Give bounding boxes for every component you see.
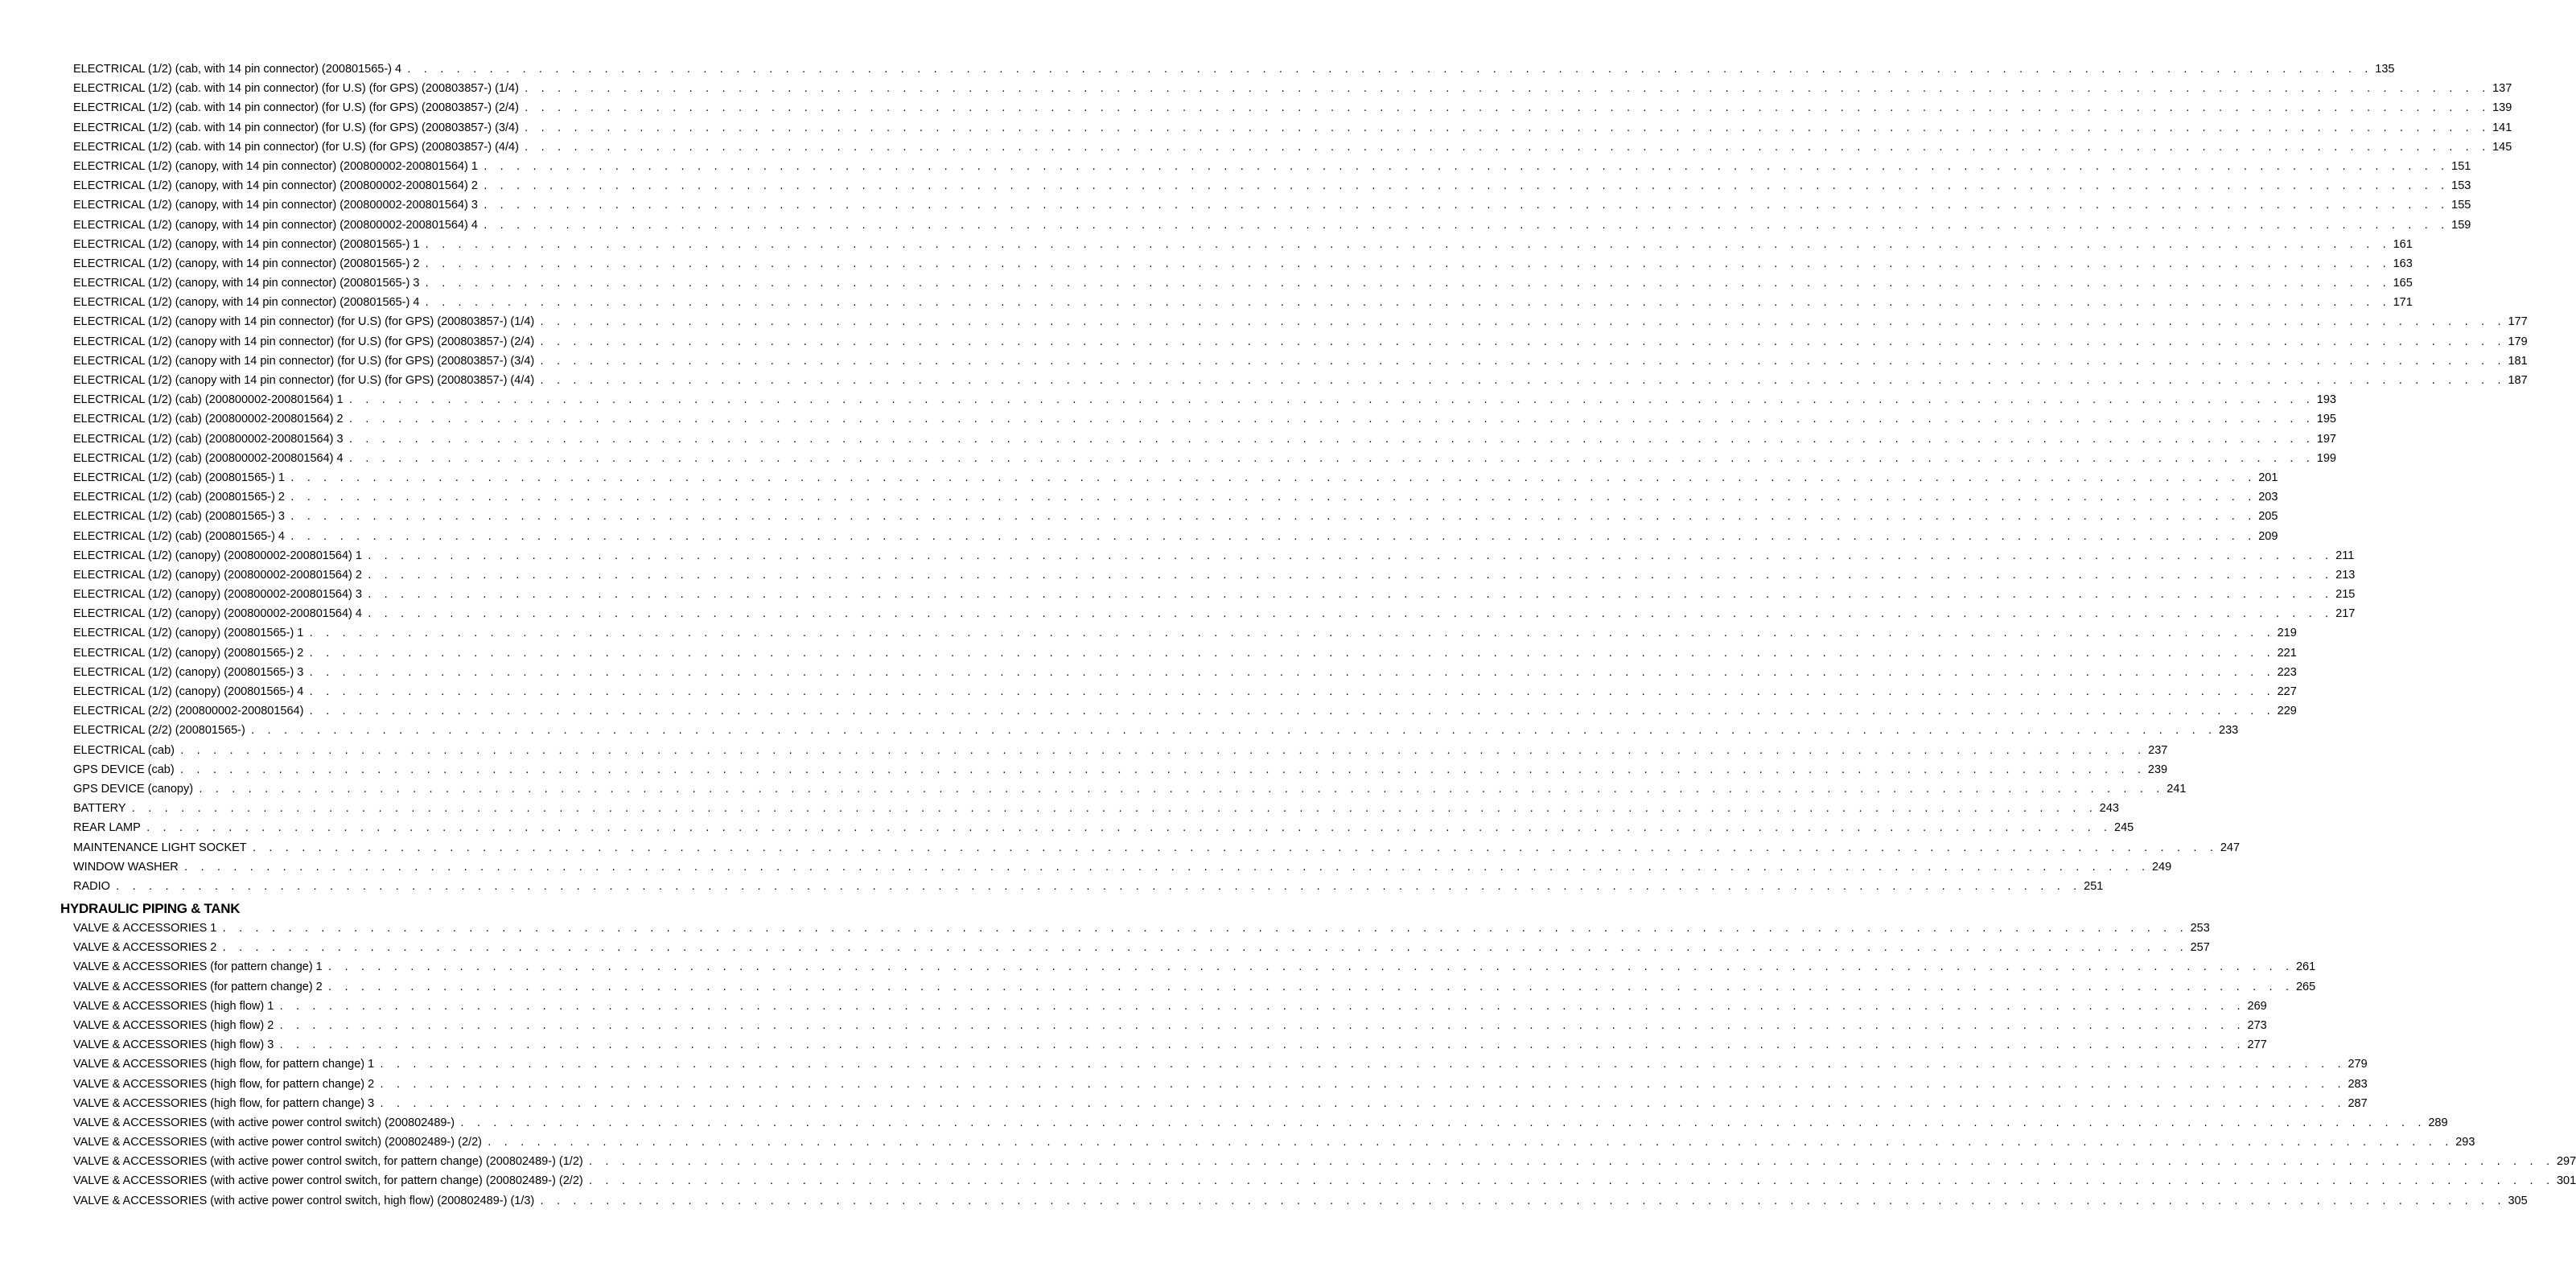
dot-leader: . . . . . . . . . . . . . . . . . . . . . . . . . . . . . . . . . . . . . . . . . . . . . . . . . . . . . . . . . . . . . . . . . . . . . . . . . . . . . . . . . . . . . . . . . . . . . . . . . . . . . . . . . . . . . . . . . . . . . . . . [482,161,2449,172]
toc-entry-title: VALVE & ACCESSORIES (with active power control switch, for pattern change) (200802489-) (2/2) [73,1174,583,1188]
toc-entry-title: ELECTRICAL (1/2) (canopy, with 14 pin connector) (200800002-200801564) 4 [73,218,478,232]
toc-entry-title: ELECTRICAL (1/2) (canopy) (200800002-200801564) 2 [73,568,362,582]
toc-entry-title: BATTERY [73,802,126,816]
toc-entry-title: MAINTENANCE LIGHT SOCKET [73,841,247,854]
toc-entry-page: 205 [2258,510,2278,524]
toc-entry[interactable] [73,216,2471,235]
toc-entry[interactable] [73,1113,2448,1133]
toc-entry-page: 229 [2277,705,2297,718]
toc-entry-title: ELECTRICAL (1/2) (canopy) (200801565-) 1 [73,627,304,640]
toc-entry-title: ELECTRICAL (1/2) (canopy with 14 pin connector) (for U.S) (for GPS) (200803857-) (4/4) [73,374,535,387]
toc-entry[interactable] [73,273,2413,293]
dot-leader: . . . . . . . . . . . . . . . . . . . . . . . . . . . . . . . . . . . . . . . . . . . . . . . . . . . . . . . . . . . . . . . . . . . . . . . . . . . . . . . . . . . . . . . . . . . . . . . . . . . . . . . . . . . . . . . . . . . . . . . . [424,258,2390,269]
toc-entry-page: 265 [2295,980,2316,993]
dot-leader: . . . . . . . . . . . . . . . . . . . . . . . . . . . . . . . . . . . . . . . . . . . . . . . . . . . . . . . . . . . . . . . . . . . . . . . . . . . . . . . . . . . . . . . . . . . . . . . . . . . . . . . . . . . . . . . . . . . . . . . . [482,200,2449,212]
dot-leader: . . . . . . . . . . . . . . . . . . . . . . . . . . . . . . . . . . . . . . . . . . . . . . . . . . . . . . . . . . . . . . . . . . . . . . . . . . . . . . . . . . . . . . . . . . . . . . . . . . . . . . . . . . . . . . . . . . . . . . . . [348,453,2314,464]
dot-leader: . . . . . . . . . . . . . . . . . . . . . . . . . . . . . . . . . . . . . . . . . . . . . . . . . . . . . . . . . . . . . . . . . . . . . . . . . . . . . . . . . . . . . . . . . . . . . . . . . . . . . . . . . . . . . . . . . . . . . . . . [249,726,2216,737]
toc-entry-page: 197 [2316,432,2336,446]
toc-entry-page: 135 [2375,63,2395,76]
toc-entry-title: ELECTRICAL (1/2) (cab) (200800002-200801564) 2 [73,413,344,426]
toc-entry-page: 155 [2451,199,2471,212]
toc-entry[interactable] [73,98,2512,117]
toc-entry-title: ELECTRICAL (1/2) (cab) (200800002-200801564) 1 [73,393,344,407]
toc-entry-page: 209 [2258,529,2278,543]
toc-entry[interactable] [73,721,2239,740]
toc-entry-title: ELECTRICAL (1/2) (cab) (200801565-) 3 [73,510,285,524]
toc-entry-page: 163 [2393,257,2413,270]
toc-entry[interactable] [73,1055,2368,1074]
toc-entry-page: 187 [2508,374,2528,387]
toc-entry-page: 217 [2335,607,2356,621]
toc-entry-title: GPS DEVICE (canopy) [73,782,194,796]
toc-entry-title: ELECTRICAL (1/2) (canopy, with 14 pin connector) (200801565-) 2 [73,257,420,270]
toc-entry-page: 277 [2247,1038,2267,1052]
toc-entry-page: 287 [2348,1096,2368,1110]
dot-leader: . . . . . . . . . . . . . . . . . . . . . . . . . . . . . . . . . . . . . . . . . . . . . . . . . . . . . . . . . . . . . . . . . . . . . . . . . . . . . . . . . . . . . . . . . . . . . . . . . . . . . . . . . . . . . . . . . . . . . . . . [424,298,2390,309]
toc-entry-title: RADIO [73,879,110,893]
dot-leader: . . . . . . . . . . . . . . . . . . . . . . . . . . . . . . . . . . . . . . . . . . . . . . . . . . . . . . . . . . . . . . . . . . . . . . . . . . . . . . . . . . . . . . . . . . . . . . . . . . . . . . . . . . . . . . . . . . . . . . . . [366,569,2333,581]
toc-entry-title: VALVE & ACCESSORIES (high flow) 1 [73,999,274,1013]
toc-entry-page: 171 [2393,296,2413,310]
toc-entry-title: ELECTRICAL (1/2) (canopy, with 14 pin connector) (200800002-200801564) 3 [73,199,478,212]
toc-entry-title: ELECTRICAL (1/2) (canopy) (200800002-200801564) 1 [73,549,362,562]
toc-entry[interactable] [73,997,2267,1016]
toc-entry-page: 203 [2258,491,2278,504]
toc-entry-title: VALVE & ACCESSORIES (for pattern change) 1 [73,960,323,974]
toc-entry-title: VALVE & ACCESSORIES (with active power control switch, for pattern change) (200802489-) (1/2) [73,1155,583,1169]
toc-entry[interactable] [73,332,2528,352]
toc-entry[interactable] [73,1075,2368,1094]
toc-entry-title: WINDOW WASHER [73,860,179,874]
toc-entry-title: VALVE & ACCESSORIES 1 [73,922,217,935]
toc-entry-page: 243 [2099,802,2119,816]
toc-entry[interactable] [73,487,2278,507]
dot-leader: . . . . . . . . . . . . . . . . . . . . . . . . . . . . . . . . . . . . . . . . . . . . . . . . . . . . . . . . . . . . . . . . . . . . . . . . . . . . . . . . . . . . . . . . . . . . . . . . . . . . . . . . . . . . . . . . . . . . . . . . [308,706,2274,718]
toc-entry-title: ELECTRICAL (1/2) (cab. with 14 pin connector) (for U.S) (for GPS) (200803857-) (1/4) [73,82,519,96]
toc-entry[interactable] [73,79,2512,98]
dot-leader: . . . . . . . . . . . . . . . . . . . . . . . . . . . . . . . . . . . . . . . . . . . . . . . . . . . . . . . . . . . . . . . . . . . . . . . . . . . . . . . . . . . . . . . . . . . . . . . . . . . . . . . . . . . . . . . . . . . . . . . . [379,1059,2345,1071]
toc-entry-page: 215 [2335,588,2356,602]
dot-leader: . . . . . . . . . . . . . . . . . . . . . . . . . . . . . . . . . . . . . . . . . . . . . . . . . . . . . . . . . . . . . . . . . . . . . . . . . . . . . . . . . . . . . . . . . . . . . . . . . . . . . . . . . . . . . . . . . . . . . . . . [145,823,2112,834]
dot-leader: . . . . . . . . . . . . . . . . . . . . . . . . . . . . . . . . . . . . . . . . . . . . . . . . . . . . . . . . . . . . . . . . . . . . . . . . . . . . . . . . . . . . . . . . . . . . . . . . . . . . . . . . . . . . . . . . . . . . . . . . [183,861,2149,873]
toc-entry-title: ELECTRICAL (1/2) (cab) (200801565-) 2 [73,491,285,504]
toc-entry-page: 141 [2492,121,2512,134]
dot-leader: . . . . . . . . . . . . . . . . . . . . . . . . . . . . . . . . . . . . . . . . . . . . . . . . . . . . . . . . . . . . . . . . . . . . . . . . . . . . . . . . . . . . . . . . . . . . . . . . . . . . . . . . . . . . . . . . . . . . . . . . [482,220,2449,231]
toc-entry[interactable] [73,663,2297,682]
dot-leader: . . . . . . . . . . . . . . . . . . . . . . . . . . . . . . . . . . . . . . . . . . . . . . . . . . . . . . . . . . . . . . . . . . . . . . . . . . . . . . . . . . . . . . . . . . . . . . . . . . . . . . . . . . . . . . . . . . . . . . . . [486,1137,2453,1149]
toc-entry-page: 181 [2508,354,2528,368]
toc-entry-title: VALVE & ACCESSORIES 2 [73,941,217,955]
toc-entry-page: 227 [2277,685,2297,698]
dot-leader: . . . . . . . . . . . . . . . . . . . . . . . . . . . . . . . . . . . . . . . . . . . . . . . . . . . . . . . . . . . . . . . . . . . . . . . . . . . . . . . . . . . . . . . . . . . . . . . . . . . . . . . . . . . . . . . . . . . . . . . . [221,943,2187,954]
toc-entry-title: GPS DEVICE (cab) [73,763,175,776]
dot-leader: . . . . . . . . . . . . . . . . . . . . . . . . . . . . . . . . . . . . . . . . . . . . . . . . . . . . . . . . . . . . . . . . . . . . . . . . . . . . . . . . . . . . . . . . . . . . . . . . . . . . . . . . . . . . . . . . . . . . . . . . [130,804,2097,815]
toc-entry-page: 233 [2219,724,2239,738]
toc-entry[interactable] [73,293,2413,312]
toc-entry[interactable] [73,877,2104,896]
toc-entry[interactable] [73,312,2528,331]
toc-entry-page: 223 [2277,665,2297,679]
dot-leader: . . . . . . . . . . . . . . . . . . . . . . . . . . . . . . . . . . . . . . . . . . . . . . . . . . . . . . . . . . . . . . . . . . . . . . . . . . . . . . . . . . . . . . . . . . . . . . . . . . . . . . . . . . . . . . . . . . . . . . . . [308,687,2274,697]
toc-entry-page: 161 [2393,237,2413,251]
toc-entry-page: 283 [2348,1077,2368,1091]
toc-entry-page: 279 [2348,1058,2368,1071]
toc-entry-title: ELECTRICAL (1/2) (cab) (200801565-) 4 [73,529,285,543]
toc-entry-title: ELECTRICAL (1/2) (cab) (200800002-200801564) 4 [73,451,344,465]
toc-list-electrical [73,60,2528,896]
toc-entry-page: 151 [2451,159,2471,173]
toc-entry[interactable] [73,390,2336,409]
toc-entry-title: ELECTRICAL (1/2) (cab. with 14 pin connector) (for U.S) (for GPS) (200803857-) (4/4) [73,140,519,154]
dot-leader: . . . . . . . . . . . . . . . . . . . . . . . . . . . . . . . . . . . . . . . . . . . . . . . . . . . . . . . . . . . . . . . . . . . . . . . . . . . . . . . . . . . . . . . . . . . . . . . . . . . . . . . . . . . . . . . . . . . . . . . . [379,1079,2345,1090]
toc-entry-page: 297 [2556,1155,2576,1169]
toc-entry[interactable] [73,60,2395,79]
dot-leader: . . . . . . . . . . . . . . . . . . . . . . . . . . . . . . . . . . . . . . . . . . . . . . . . . . . . . . . . . . . . . . . . . . . . . . . . . . . . . . . . . . . . . . . . . . . . . . . . . . . . . . . . . . . . . . . . . . . . . . . . [221,923,2187,934]
dot-leader: . . . . . . . . . . . . . . . . . . . . . . . . . . . . . . . . . . . . . . . . . . . . . . . . . . . . . . . . . . . . . . . . . . . . . . . . . . . . . . . . . . . . . . . . . . . . . . . . . . . . . . . . . . . . . . . . . . . . . . . . [424,239,2390,250]
toc-entry-page: 237 [2148,743,2168,757]
toc-entry[interactable] [73,157,2471,176]
dot-leader: . . . . . . . . . . . . . . . . . . . . . . . . . . . . . . . . . . . . . . . . . . . . . . . . . . . . . . . . . . . . . . . . . . . . . . . . . . . . . . . . . . . . . . . . . . . . . . . . . . . . . . . . . . . . . . . . . . . . . . . . [379,1098,2345,1109]
toc-entry[interactable] [73,176,2471,195]
dot-leader: . . . . . . . . . . . . . . . . . . . . . . . . . . . . . . . . . . . . . . . . . . . . . . . . . . . . . . . . . . . . . . . . . . . . . . . . . . . . . . . . . . . . . . . . . . . . . . . . . . . . . . . . . . . . . . . . . . . . . . . . [348,434,2314,445]
toc-entry-title: ELECTRICAL (1/2) (canopy, with 14 pin connector) (200801565-) 1 [73,237,420,251]
toc-entry-page: 153 [2451,179,2471,193]
toc-entry-page: 305 [2508,1194,2528,1207]
dot-leader: . . . . . . . . . . . . . . . . . . . . . . . . . . . . . . . . . . . . . . . . . . . . . . . . . . . . . . . . . . . . . . . . . . . . . . . . . . . . . . . . . . . . . . . . . . . . . . . . . . . . . . . . . . . . . . . . . . . . . . . . [179,764,2145,775]
toc-entry-page: 139 [2492,101,2512,115]
toc-entry[interactable] [73,919,2210,938]
toc-entry[interactable] [73,1016,2267,1035]
toc-entry-title: VALVE & ACCESSORIES (high flow, for pattern change) 3 [73,1096,375,1110]
toc-entry[interactable] [73,1094,2368,1113]
dot-leader: . . . . . . . . . . . . . . . . . . . . . . . . . . . . . . . . . . . . . . . . . . . . . . . . . . . . . . . . . . . . . . . . . . . . . . . . . . . . . . . . . . . . . . . . . . . . . . . . . . . . . . . . . . . . . . . . . . . . . . . . [482,181,2449,192]
toc-entry-title: VALVE & ACCESSORIES (with active power control switch) (200802489-) [73,1116,455,1129]
dot-leader: . . . . . . . . . . . . . . . . . . . . . . . . . . . . . . . . . . . . . . . . . . . . . . . . . . . . . . . . . . . . . . . . . . . . . . . . . . . . . . . . . . . . . . . . . . . . . . . . . . . . . . . . . . . . . . . . . . . . . . . . [308,667,2274,678]
dot-leader: . . . . . . . . . . . . . . . . . . . . . . . . . . . . . . . . . . . . . . . . . . . . . . . . . . . . . . . . . . . . . . . . . . . . . . . . . . . . . . . . . . . . . . . . . . . . . . . . . . . . . . . . . . . . . . . . . . . . . . . . [290,531,2256,542]
toc-entry[interactable] [73,138,2512,157]
toc-entry-title: ELECTRICAL (1/2) (canopy) (200800002-200801564) 3 [73,588,362,602]
dot-leader: . . . . . . . . . . . . . . . . . . . . . . . . . . . . . . . . . . . . . . . . . . . . . . . . . . . . . . . . . . . . . . . . . . . . . . . . . . . . . . . . . . . . . . . . . . . . . . . . . . . . . . . . . . . . . . . . . . . . . . . . [179,745,2146,756]
toc-entry-title: REAR LAMP [73,821,141,835]
toc-entry-page: 239 [2147,763,2168,776]
toc-entry-title: ELECTRICAL (1/2) (cab) (200800002-200801564) 3 [73,432,344,446]
toc-entry[interactable] [73,195,2471,215]
toc-entry-page: 301 [2556,1174,2576,1188]
toc-entry-title: ELECTRICAL (1/2) (cab) (200801565-) 1 [73,471,285,484]
toc-entry-page: 293 [2455,1136,2475,1149]
dot-leader: . . . . . . . . . . . . . . . . . . . . . . . . . . . . . . . . . . . . . . . . . . . . . . . . . . . . . . . . . . . . . . . . . . . . . . . . . . . . . . . . . . . . . . . . . . . . . . . . . . . . . . . . . . . . . . . . . . . . . . . . [198,783,2164,795]
toc-entry[interactable] [73,254,2413,273]
toc-entry[interactable] [73,644,2297,663]
dot-leader: . . . . . . . . . . . . . . . . . . . . . . . . . . . . . . . . . . . . . . . . . . . . . . . . . . . . . . . . . . . . . . . . . . . . . . . . . . . . . . . . . . . . . . . . . . . . . . . . . . . . . . . . . . . . . . . . . . . . . . . . [539,356,2505,367]
dot-leader: . . . . . . . . . . . . . . . . . . . . . . . . . . . . . . . . . . . . . . . . . . . . . . . . . . . . . . . . . . . . . . . . . . . . . . . . . . . . . . . . . . . . . . . . . . . . . . . . . . . . . . . . . . . . . . . . . . . . . . . . [290,472,2256,483]
toc-entry[interactable] [73,741,2168,760]
toc-entry[interactable] [73,527,2278,546]
toc-entry[interactable] [73,604,2356,623]
toc-entry-title: ELECTRICAL (1/2) (canopy) (200801565-) 2 [73,646,304,660]
toc-entry-page: 219 [2277,627,2297,640]
toc-entry[interactable] [73,857,2172,877]
dot-leader: . . . . . . . . . . . . . . . . . . . . . . . . . . . . . . . . . . . . . . . . . . . . . . . . . . . . . . . . . . . . . . . . . . . . . . . . . . . . . . . . . . . . . . . . . . . . . . . . . . . . . . . . . . . . . . . . . . . . . . . . [348,414,2314,426]
toc-entry-page: 195 [2316,413,2336,426]
toc-entry-title: ELECTRICAL (1/2) (cab. with 14 pin connector) (for U.S) (for GPS) (200803857-) (2/4) [73,101,519,115]
toc-list-hydraulic [73,919,2576,1211]
toc-entry[interactable] [73,760,2168,779]
dot-leader: . . . . . . . . . . . . . . . . . . . . . . . . . . . . . . . . . . . . . . . . . . . . . . . . . . . . . . . . . . . . . . . . . . . . . . . . . . . . . . . . . . . . . . . . . . . . . . . . . . . . . . . . . . . . . . . . . . . . . . . . [366,550,2333,561]
toc-entry-page: 247 [2220,841,2241,854]
dot-leader: . . . . . . . . . . . . . . . . . . . . . . . . . . . . . . . . . . . . . . . . . . . . . . . . . . . . . . . . . . . . . . . . . . . . . . . . . . . . . . . . . . . . . . . . . . . . . . . . . . . . . . . . . . . . . . . . . . . . . . . . [523,84,2490,95]
toc-entry[interactable] [73,799,2119,818]
toc-entry[interactable] [73,1171,2576,1190]
dot-leader: . . . . . . . . . . . . . . . . . . . . . . . . . . . . . . . . . . . . . . . . . . . . . . . . . . . . . . . . . . . . . . . . . . . . . . . . . . . . . . . . . . . . . . . . . . . . . . . . . . . . . . . . . . . . . . . . . . . . . . . . [587,1176,2553,1187]
dot-leader: . . . . . . . . . . . . . . . . . . . . . . . . . . . . . . . . . . . . . . . . . . . . . . . . . . . . . . . . . . . . . . . . . . . . . . . . . . . . . . . . . . . . . . . . . . . . . . . . . . . . . . . . . . . . . . . . . . . . . . . . [539,336,2505,347]
dot-leader: . . . . . . . . . . . . . . . . . . . . . . . . . . . . . . . . . . . . . . . . . . . . . . . . . . . . . . . . . . . . . . . . . . . . . . . . . . . . . . . . . . . . . . . . . . . . . . . . . . . . . . . . . . . . . . . . . . . . . . . . [366,609,2333,620]
toc-entry-title: ELECTRICAL (1/2) (cab. with 14 pin connector) (for U.S) (for GPS) (200803857-) (3/4) [73,121,519,134]
toc-entry-title: ELECTRICAL (1/2) (canopy with 14 pin connector) (for U.S) (for GPS) (200803857-) (1/4) [73,315,535,329]
toc-entry-title: ELECTRICAL (cab) [73,743,175,757]
toc-entry-title: VALVE & ACCESSORIES (high flow) 2 [73,1018,274,1032]
toc-entry-page: 241 [2167,782,2187,796]
toc-entry[interactable] [73,468,2278,487]
toc-entry-title: ELECTRICAL (2/2) (200800002-200801564) [73,705,304,718]
toc-entry-page: 213 [2335,568,2356,582]
toc-entry-title: VALVE & ACCESSORIES (high flow, for pattern change) 1 [73,1058,375,1071]
toc-entry[interactable] [73,682,2297,701]
dot-leader: . . . . . . . . . . . . . . . . . . . . . . . . . . . . . . . . . . . . . . . . . . . . . . . . . . . . . . . . . . . . . . . . . . . . . . . . . . . . . . . . . . . . . . . . . . . . . . . . . . . . . . . . . . . . . . . . . . . . . . . . [348,395,2314,406]
toc-entry-page: 257 [2190,941,2210,955]
dot-leader: . . . . . . . . . . . . . . . . . . . . . . . . . . . . . . . . . . . . . . . . . . . . . . . . . . . . . . . . . . . . . . . . . . . . . . . . . . . . . . . . . . . . . . . . . . . . . . . . . . . . . . . . . . . . . . . . . . . . . . . . [251,842,2217,853]
toc-entry[interactable] [73,507,2278,526]
toc-entry-page: 159 [2451,218,2471,232]
dot-leader: . . . . . . . . . . . . . . . . . . . . . . . . . . . . . . . . . . . . . . . . . . . . . . . . . . . . . . . . . . . . . . . . . . . . . . . . . . . . . . . . . . . . . . . . . . . . . . . . . . . . . . . . . . . . . . . . . . . . . . . . [278,1020,2245,1031]
toc-entry[interactable] [73,779,2187,799]
toc-entry-page: 251 [2084,879,2104,893]
dot-leader: . . . . . . . . . . . . . . . . . . . . . . . . . . . . . . . . . . . . . . . . . . . . . . . . . . . . . . . . . . . . . . . . . . . . . . . . . . . . . . . . . . . . . . . . . . . . . . . . . . . . . . . . . . . . . . . . . . . . . . . . [539,317,2505,328]
dot-leader: . . . . . . . . . . . . . . . . . . . . . . . . . . . . . . . . . . . . . . . . . . . . . . . . . . . . . . . . . . . . . . . . . . . . . . . . . . . . . . . . . . . . . . . . . . . . . . . . . . . . . . . . . . . . . . . . . . . . . . . . [539,1195,2505,1207]
dot-leader: . . . . . . . . . . . . . . . . . . . . . . . . . . . . . . . . . . . . . . . . . . . . . . . . . . . . . . . . . . . . . . . . . . . . . . . . . . . . . . . . . . . . . . . . . . . . . . . . . . . . . . . . . . . . . . . . . . . . . . . . [290,512,2256,523]
dot-leader: . . . . . . . . . . . . . . . . . . . . . . . . . . . . . . . . . . . . . . . . . . . . . . . . . . . . . . . . . . . . . . . . . . . . . . . . . . . . . . . . . . . . . . . . . . . . . . . . . . . . . . . . . . . . . . . . . . . . . . . . [278,1040,2245,1051]
toc-entry-page: 269 [2247,999,2267,1013]
toc-entry[interactable] [73,938,2210,957]
toc-entry-page: 261 [2295,960,2316,974]
toc-entry-page: 249 [2151,860,2172,874]
toc-entry-title: ELECTRICAL (1/2) (cab, with 14 pin connector) (200801565-) 4 [73,63,402,76]
toc-entry-title: ELECTRICAL (1/2) (canopy, with 14 pin connector) (200800002-200801564) 2 [73,179,478,193]
dot-leader: . . . . . . . . . . . . . . . . . . . . . . . . . . . . . . . . . . . . . . . . . . . . . . . . . . . . . . . . . . . . . . . . . . . . . . . . . . . . . . . . . . . . . . . . . . . . . . . . . . . . . . . . . . . . . . . . . . . . . . . . [290,492,2256,504]
toc-entry-title: ELECTRICAL (1/2) (canopy, with 14 pin connector) (200801565-) 4 [73,296,420,310]
toc-entry-page: 177 [2508,315,2528,329]
section-heading: HYDRAULIC PIPING & TANK [60,901,241,916]
toc-entry-title: ELECTRICAL (1/2) (canopy with 14 pin connector) (for U.S) (for GPS) (200803857-) (2/4) [73,335,535,348]
toc-entry-page: 245 [2114,821,2134,835]
toc-entry[interactable] [73,118,2512,138]
toc-entry-title: ELECTRICAL (1/2) (canopy) (200800002-200801564) 4 [73,607,362,621]
toc-entry-title: ELECTRICAL (1/2) (canopy) (200801565-) 3 [73,665,304,679]
dot-leader: . . . . . . . . . . . . . . . . . . . . . . . . . . . . . . . . . . . . . . . . . . . . . . . . . . . . . . . . . . . . . . . . . . . . . . . . . . . . . . . . . . . . . . . . . . . . . . . . . . . . . . . . . . . . . . . . . . . . . . . . [406,64,2372,75]
toc-entry-title: ELECTRICAL (1/2) (canopy, with 14 pin connector) (200800002-200801564) 1 [73,159,478,173]
dot-leader: . . . . . . . . . . . . . . . . . . . . . . . . . . . . . . . . . . . . . . . . . . . . . . . . . . . . . . . . . . . . . . . . . . . . . . . . . . . . . . . . . . . . . . . . . . . . . . . . . . . . . . . . . . . . . . . . . . . . . . . . [308,628,2274,639]
toc-entry[interactable] [73,449,2336,468]
dot-leader: . . . . . . . . . . . . . . . . . . . . . . . . . . . . . . . . . . . . . . . . . . . . . . . . . . . . . . . . . . . . . . . . . . . . . . . . . . . . . . . . . . . . . . . . . . . . . . . . . . . . . . . . . . . . . . . . . . . . . . . . [587,1157,2553,1168]
dot-leader: . . . . . . . . . . . . . . . . . . . . . . . . . . . . . . . . . . . . . . . . . . . . . . . . . . . . . . . . . . . . . . . . . . . . . . . . . . . . . . . . . . . . . . . . . . . . . . . . . . . . . . . . . . . . . . . . . . . . . . . . [366,590,2333,601]
toc-entry-page: 145 [2492,140,2512,154]
toc-entry-title: VALVE & ACCESSORIES (for pattern change) 2 [73,980,323,993]
toc-entry-page: 201 [2258,471,2278,484]
toc-entry-title: VALVE & ACCESSORIES (high flow, for pattern change) 2 [73,1077,375,1091]
dot-leader: . . . . . . . . . . . . . . . . . . . . . . . . . . . . . . . . . . . . . . . . . . . . . . . . . . . . . . . . . . . . . . . . . . . . . . . . . . . . . . . . . . . . . . . . . . . . . . . . . . . . . . . . . . . . . . . . . . . . . . . . [114,881,2081,892]
toc-entry-title: ELECTRICAL (2/2) (200801565-) [73,724,245,738]
toc-entry[interactable] [73,235,2413,254]
toc-entry-page: 179 [2508,335,2528,348]
toc-entry[interactable] [73,430,2336,449]
dot-leader: . . . . . . . . . . . . . . . . . . . . . . . . . . . . . . . . . . . . . . . . . . . . . . . . . . . . . . . . . . . . . . . . . . . . . . . . . . . . . . . . . . . . . . . . . . . . . . . . . . . . . . . . . . . . . . . . . . . . . . . . [523,142,2490,153]
dot-leader: . . . . . . . . . . . . . . . . . . . . . . . . . . . . . . . . . . . . . . . . . . . . . . . . . . . . . . . . . . . . . . . . . . . . . . . . . . . . . . . . . . . . . . . . . . . . . . . . . . . . . . . . . . . . . . . . . . . . . . . . [327,962,2293,973]
toc-entry[interactable] [73,565,2356,585]
toc-entry-title: VALVE & ACCESSORIES (high flow) 3 [73,1038,274,1052]
toc-entry[interactable] [73,977,2316,997]
toc-entry[interactable] [73,701,2297,721]
toc-entry[interactable] [73,352,2528,371]
dot-leader: . . . . . . . . . . . . . . . . . . . . . . . . . . . . . . . . . . . . . . . . . . . . . . . . . . . . . . . . . . . . . . . . . . . . . . . . . . . . . . . . . . . . . . . . . . . . . . . . . . . . . . . . . . . . . . . . . . . . . . . . [278,1001,2245,1012]
dot-leader: . . . . . . . . . . . . . . . . . . . . . . . . . . . . . . . . . . . . . . . . . . . . . . . . . . . . . . . . . . . . . . . . . . . . . . . . . . . . . . . . . . . . . . . . . . . . . . . . . . . . . . . . . . . . . . . . . . . . . . . . [308,648,2274,659]
toc-entry[interactable] [73,1035,2267,1055]
toc-entry-page: 221 [2277,646,2297,660]
toc-entry[interactable] [73,1191,2528,1211]
toc-entry-page: 289 [2428,1116,2448,1129]
toc-entry-title: ELECTRICAL (1/2) (canopy) (200801565-) 4 [73,685,304,698]
toc-entry[interactable] [73,838,2241,857]
dot-leader: . . . . . . . . . . . . . . . . . . . . . . . . . . . . . . . . . . . . . . . . . . . . . . . . . . . . . . . . . . . . . . . . . . . . . . . . . . . . . . . . . . . . . . . . . . . . . . . . . . . . . . . . . . . . . . . . . . . . . . . . [523,122,2490,134]
toc-entry[interactable] [73,818,2134,837]
toc-entry[interactable] [73,546,2355,565]
dot-leader: . . . . . . . . . . . . . . . . . . . . . . . . . . . . . . . . . . . . . . . . . . . . . . . . . . . . . . . . . . . . . . . . . . . . . . . . . . . . . . . . . . . . . . . . . . . . . . . . . . . . . . . . . . . . . . . . . . . . . . . . [327,981,2293,993]
toc-entry-page: 253 [2190,922,2210,935]
toc-entry-title: ELECTRICAL (1/2) (canopy with 14 pin connector) (for U.S) (for GPS) (200803857-) (3/4) [73,354,535,368]
toc-entry[interactable] [73,1133,2475,1152]
toc-entry-title: VALVE & ACCESSORIES (with active power control switch, high flow) (200802489-) (1/3) [73,1194,535,1207]
toc-entry-title: ELECTRICAL (1/2) (canopy, with 14 pin connector) (200801565-) 3 [73,277,420,290]
toc-entry[interactable] [73,957,2316,977]
toc-entry-page: 273 [2247,1018,2267,1032]
toc-entry[interactable] [73,623,2297,643]
toc-entry-page: 199 [2316,451,2336,465]
toc-entry[interactable] [73,409,2336,429]
dot-leader: . . . . . . . . . . . . . . . . . . . . . . . . . . . . . . . . . . . . . . . . . . . . . . . . . . . . . . . . . . . . . . . . . . . . . . . . . . . . . . . . . . . . . . . . . . . . . . . . . . . . . . . . . . . . . . . . . . . . . . . . [424,278,2390,290]
dot-leader: . . . . . . . . . . . . . . . . . . . . . . . . . . . . . . . . . . . . . . . . . . . . . . . . . . . . . . . . . . . . . . . . . . . . . . . . . . . . . . . . . . . . . . . . . . . . . . . . . . . . . . . . . . . . . . . . . . . . . . . . [539,376,2505,386]
toc-entry-page: 193 [2316,393,2336,407]
toc-entry[interactable] [73,371,2528,390]
dot-leader: . . . . . . . . . . . . . . . . . . . . . . . . . . . . . . . . . . . . . . . . . . . . . . . . . . . . . . . . . . . . . . . . . . . . . . . . . . . . . . . . . . . . . . . . . . . . . . . . . . . . . . . . . . . . . . . . . . . . . . . . [523,103,2490,114]
toc-entry-page: 137 [2492,82,2512,96]
toc-entry-title: VALVE & ACCESSORIES (with active power control switch) (200802489-) (2/2) [73,1136,482,1149]
toc-entry-page: 211 [2335,549,2355,562]
toc-entry[interactable] [73,1152,2576,1171]
toc-entry-page: 165 [2393,277,2413,290]
dot-leader: . . . . . . . . . . . . . . . . . . . . . . . . . . . . . . . . . . . . . . . . . . . . . . . . . . . . . . . . . . . . . . . . . . . . . . . . . . . . . . . . . . . . . . . . . . . . . . . . . . . . . . . . . . . . . . . . . . . . . . . . [459,1117,2426,1129]
toc-entry[interactable] [73,585,2356,604]
